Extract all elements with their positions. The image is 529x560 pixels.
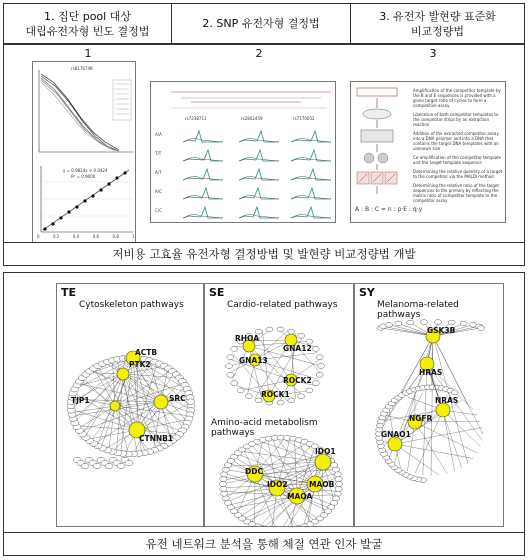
xtick: 1	[132, 234, 135, 239]
gene-label: GNAO1	[381, 430, 411, 439]
gene-label: ROCK2	[283, 376, 312, 385]
workflow-step: Amplification of the competitor template by the B and E sequences is provided with a given target ratio of cycles to form a competitive assay	[413, 88, 501, 108]
panel-number-2: 2	[255, 47, 263, 60]
workflow-steps	[413, 88, 503, 203]
panel-3-figure	[350, 81, 506, 223]
row-label-1: A/A	[155, 132, 162, 137]
header-3-line2: 비교정량법	[410, 24, 465, 38]
panel-number-1: 1	[84, 47, 92, 60]
panel-2-graphics	[151, 82, 336, 223]
se-pathway-title: Cardio-related pathways	[227, 300, 338, 310]
gene-label: TJP1	[71, 396, 90, 405]
header-1-line2: 대립유전자형 빈도 결정법	[25, 24, 150, 38]
te-network-graphics	[57, 284, 204, 527]
workflow-step: Determining the relative quantity of a target to the competitor via the MALDI method	[413, 169, 503, 179]
gene-label: MAOA	[287, 492, 313, 501]
top-caption: 저비용 고효율 유전자형 결정방법 및 발현량 비교정량법 개발	[4, 242, 524, 265]
header-1-line1: 1. 집단 pool 대상	[43, 9, 131, 23]
workflow-step: Liberation of both competitor templates to the competitor strips by an extraction reaction	[413, 112, 499, 127]
workflow-step: Addition of the extracted competitor assay into a DNA polymer and into a DNA that contains the target DNA templates with an unknown size	[413, 131, 499, 151]
col-header-1: rs7238711	[185, 116, 207, 121]
row-label-5: C/C	[155, 208, 162, 213]
sy-pathway-title: Melanoma-related pathways	[377, 300, 459, 320]
xtick: 0.8	[112, 234, 119, 239]
panel-1-r2: R² = 0.9000	[71, 174, 96, 179]
col-header-3: rs7170052	[293, 116, 315, 121]
se-pathway-title-2: Amino-acid metabolism pathways	[211, 418, 318, 438]
gene-label: GSK3B	[427, 326, 456, 335]
gene-label: GNA12	[283, 344, 312, 353]
row-label-3: A/T	[155, 170, 162, 175]
xtick: 0.2	[53, 234, 60, 239]
col-header-2: rs2802459	[241, 116, 263, 121]
gene-label: MAOB	[309, 480, 335, 489]
gene-label: PTK2	[129, 360, 151, 369]
gene-label: SRC	[169, 394, 186, 403]
workflow-step: Determining the relative ratio of the target sequences to the primary by reflecting the matrix ratio of competitor template to the competitor assay	[413, 183, 499, 203]
te-label: TE	[61, 286, 77, 299]
gene-label: IDO2	[267, 480, 288, 489]
gene-label: RHOA	[235, 334, 260, 343]
gene-label: ACTB	[135, 348, 158, 357]
te-network-panel	[56, 283, 204, 527]
header-cell-allele-frequency	[4, 4, 171, 44]
panel-1-figure	[32, 61, 136, 243]
panel-2-figure	[150, 81, 336, 223]
xtick: 0.6	[92, 234, 100, 239]
gene-label: DDC	[245, 467, 263, 476]
sy-network-graphics	[355, 284, 504, 527]
gene-label: HRAS	[419, 368, 443, 377]
panel-1-graphics	[33, 62, 136, 243]
header-cell-expression-quantification	[351, 4, 524, 44]
bottom-caption: 유전 네트워크 분석을 통해 체질 연관 인자 발굴	[4, 532, 524, 555]
header-2-line1: 2. SNP 유전자형 결정법	[202, 17, 320, 30]
gene-label: ROCK1	[261, 390, 290, 399]
row-label-2: T/T	[155, 151, 162, 156]
se-label: SE	[209, 286, 225, 299]
header-cell-snp-genotyping	[172, 4, 350, 44]
workflow-step: Co-amplification of the competitor template and the target template sequence	[413, 155, 502, 165]
se-network-graphics	[205, 284, 354, 527]
panel-1-chart-title: rs8176749	[71, 66, 93, 71]
panel-1-equation: y = 0.9824x + 0.0424	[63, 168, 108, 173]
xtick: 0.4	[72, 234, 80, 239]
sy-network-panel	[354, 283, 504, 527]
gene-label: CTNNB1	[139, 434, 174, 443]
xtick: 0	[37, 234, 40, 239]
se-network-panel	[204, 283, 354, 527]
gene-label: NGFR	[409, 414, 433, 423]
sy-label: SY	[359, 286, 375, 299]
panel-number-3: 3	[429, 47, 437, 60]
gene-label: GNA13	[239, 356, 268, 365]
workflow-formula: A : B : C = n : p·E : q·y	[355, 206, 423, 213]
top-figure-box	[3, 3, 525, 266]
gene-label: IDO1	[315, 447, 336, 456]
gene-label: NRAS	[435, 396, 459, 405]
header-3-line1: 3. 유전자 발현량 표준화	[379, 9, 496, 23]
row-label-4: A/C	[155, 189, 162, 194]
panel-1-xticks	[37, 234, 135, 239]
bottom-figure-box	[3, 272, 525, 556]
te-pathway-title: Cytoskeleton pathways	[79, 300, 184, 310]
